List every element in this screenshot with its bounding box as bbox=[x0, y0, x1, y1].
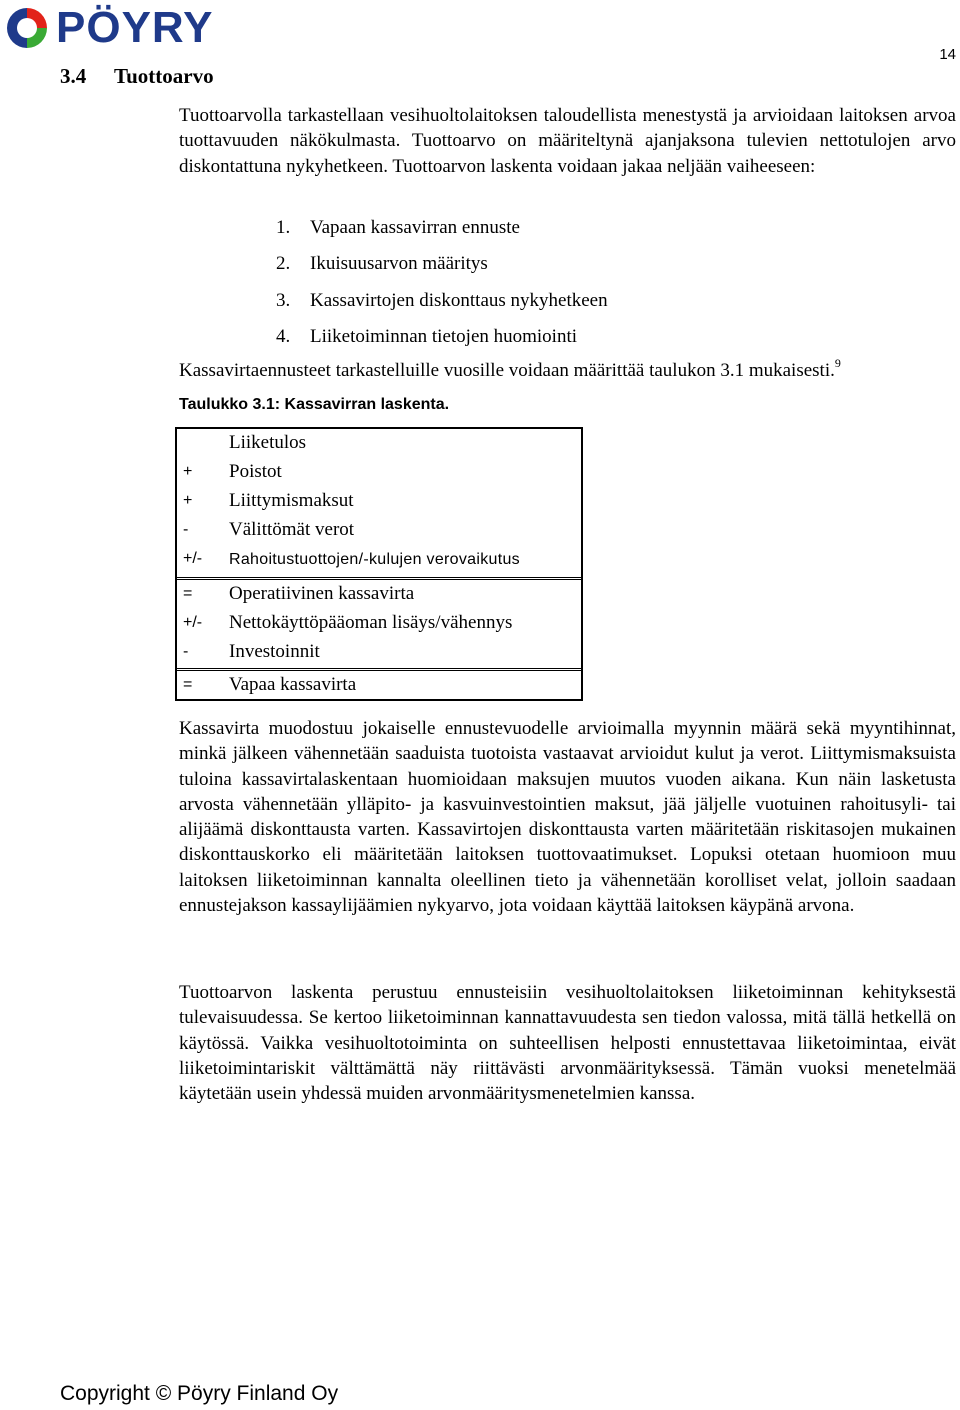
table-row: = Operatiivinen kassavirta bbox=[177, 577, 581, 609]
valuation-paragraph: Tuottoarvon laskenta perustuu ennusteisiin vesihuoltolaitoksen liiketoiminnan kehityksestä tulevaisuudessa. Se kertoo liiketoiminnan kannattavuudesta sen tiedon valossa, mitä tällä hetkellä on käytössä. Vaikka vesihuoltotoiminta on suhteellisen helposti ennustettavaa liiketoimintaa, eivät liiketoimintariskit välttämättä näy riittävästi arvonmäärityksessä. Tämän vuoksi menetelmää käytetään usein yhdessä muiden arvonmääritysmenetelmien kanssa. bbox=[179, 982, 956, 1105]
poyry-logo bbox=[4, 4, 213, 52]
footnote-ref: 9 bbox=[834, 356, 841, 370]
cashflow-paragraph: Kassavirta muodostuu jokaiselle ennustevuodelle arvioimalla myynnin määrä sekä myyntihinnat, minkä jälkeen vähennetään saaduista tuotoista vastaavat arvioidut kulut ja verot. Liittymismaksuista tuloina kassavirtalaskentaan huomioidaan maksujen muutos vuoden aikana. Kun näin lasketusta arvosta vähennetään ylläpito- ja kasvuinvestointien maksut, jää jäljelle vuotuinen rahoitusyli- tai alijäämä diskonttausta varten. Kassavirtojen diskonttausta varten määritetään riskitasojen mukainen diskonttauskorko eli määritetään laitoksen tuottovaatimukset. Lopuksi otetaan huomioon muu laitoksen liiketoiminnan kannalta oleellinen tieto ja vähennetään korolliset velat, jolloin saadaan ennustejakson kassaylijäämien nykyarvo, jota voidaan käyttää laitoksen käypänä arvona. bbox=[179, 718, 956, 917]
logo-text: PÖYRY bbox=[56, 3, 214, 52]
section-title: Tuottoarvo bbox=[114, 64, 214, 88]
page-number: 14 bbox=[939, 46, 956, 63]
table-row: +/- Nettokäyttöpääoman lisäys/vähennys bbox=[183, 612, 513, 633]
steps-list bbox=[276, 214, 608, 359]
list-item: 1. Vapaan kassavirran ennuste bbox=[276, 217, 520, 238]
section-heading bbox=[60, 64, 214, 89]
table-row: +/- Rahoitustuottojen/-kulujen verovaikutus bbox=[183, 550, 520, 568]
list-item: 3. Kassavirtojen diskonttaus nykyhetkeen bbox=[276, 289, 608, 311]
poyry-logo-icon bbox=[4, 5, 50, 51]
table-row: = Vapaa kassavirta bbox=[177, 668, 581, 699]
list-item: 4. Liiketoiminnan tietojen huomiointi bbox=[276, 325, 578, 347]
table-row: Liiketulos bbox=[229, 432, 307, 453]
copyright-footer: Copyright © Pöyry Finland Oy bbox=[60, 1382, 339, 1405]
table-caption: Taulukko 3.1: Kassavirran laskenta. bbox=[179, 396, 450, 413]
table-row: + Liittymismaksut bbox=[183, 490, 354, 511]
table-intro: Kassavirtaennusteet tarkastelluille vuosille voidaan määrittää taulukon 3.1 mukaisesti.$^9$ bbox=[179, 356, 841, 381]
intro-paragraph: Tuottoarvolla tarkastellaan vesihuoltolaitoksen taloudellista menestystä ja arvioidaan laitoksen arvoa tuottavuuden näkökulmasta. Tuottoarvo on määriteltynä ajanjaksona tulevien nettotulojen arvo diskontattuna nykyhetkeen. Tuottoarvon laskenta voidaan jakaa neljään vaiheeseen: bbox=[179, 105, 956, 177]
table-row: - Investoinnit bbox=[183, 641, 320, 662]
list-item: 2. Ikuisuusarvon määritys bbox=[276, 253, 488, 275]
cashflow-table bbox=[175, 427, 583, 701]
table-row: + Poistot bbox=[183, 461, 282, 482]
section-number: 3.4 bbox=[60, 64, 87, 88]
table-row: - Välittömät verot bbox=[183, 519, 355, 540]
